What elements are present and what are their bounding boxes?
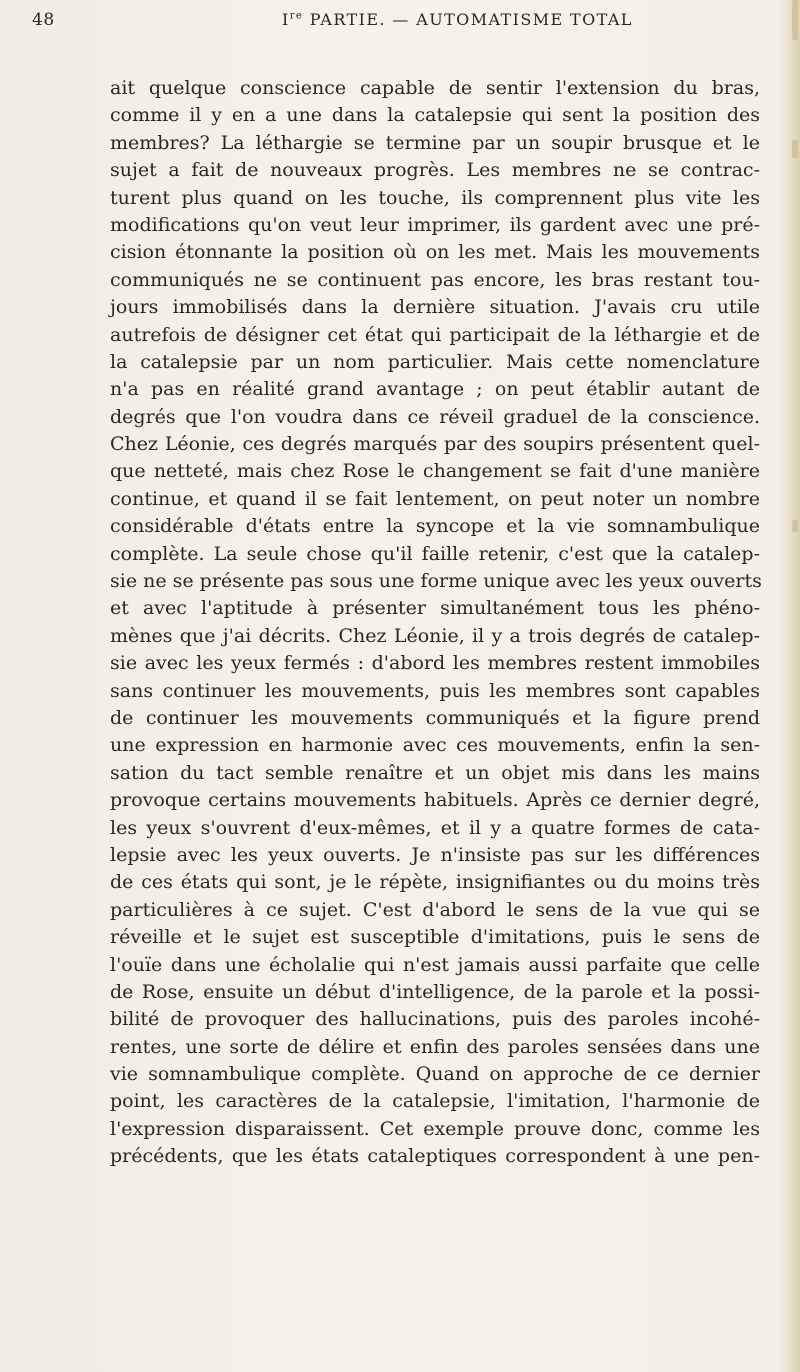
text-line: n'a pas en réalité grand avantage ; on peut établir autant de <box>110 378 760 401</box>
text-line: considérable d'états entre la syncope et la vie somnambulique <box>110 515 760 538</box>
page-header <box>32 6 752 42</box>
text-line: sans continuer les mouvements, puis les membres sont capables <box>110 679 760 702</box>
text-line: membres? La léthargie se termine par un soupir brusque et le <box>110 131 760 154</box>
text-line: l'expression disparaissent. Cet exemple prouve donc, comme les <box>110 1117 760 1140</box>
text-line: lepsie avec les yeux ouverts. Je n'insiste pas sur les différences <box>110 843 760 866</box>
page-number: 48 <box>32 10 55 30</box>
text-line: modifications qu'on veut leur imprimer, ils gardent avec une pré- <box>110 213 760 236</box>
text-line: turent plus quand on les touche, ils comprennent plus vite les <box>110 186 760 209</box>
text-line: une expression en harmonie avec ces mouvements, enfin la sen- <box>110 734 760 757</box>
text-line: la catalepsie par un nom particulier. Mais cette nomenclature <box>110 350 760 373</box>
text-line: point, les caractères de la catalepsie, l'imitation, l'harmonie de <box>110 1090 760 1113</box>
text-line: l'ouïe dans une écholalie qui n'est jamais aussi parfaite que celle <box>110 953 760 976</box>
text-line: bilité de provoquer des hallucinations, puis des paroles incohé- <box>110 1008 760 1031</box>
text-line: comme il y en a une dans la catalepsie qui sent la position des <box>110 104 760 127</box>
text-line: de continuer les mouvements communiqués et la figure prend <box>110 706 760 729</box>
text-line: Chez Léonie, ces degrés marqués par des soupirs présentent quel- <box>110 433 760 456</box>
running-head-superscript: re <box>289 10 304 22</box>
body-text <box>110 75 760 1171</box>
text-line: réveille et le sujet est susceptible d'imitations, puis le sens de <box>110 926 760 949</box>
text-line: autrefois de désigner cet état qui participait de la léthargie et de <box>110 323 760 346</box>
page-edge-shadow <box>778 0 800 1372</box>
page-edge-mark <box>792 0 798 40</box>
text-line: jours immobilisés dans la dernière situation. J'avais cru utile <box>110 296 760 319</box>
text-line: provoque certains mouvements habituels. Après ce dernier degré, <box>110 789 760 812</box>
text-line: que netteté, mais chez Rose le changement se fait d'une manière <box>110 460 760 483</box>
text-line: sie avec les yeux fermés : d'abord les membres restent immobiles <box>110 652 760 675</box>
text-line: de Rose, ensuite un début d'intelligence, de la parole et la possi- <box>110 980 760 1003</box>
text-line: vie somnambulique complète. Quand on approche de ce dernier <box>110 1063 760 1086</box>
running-head-prefix: I <box>282 10 290 29</box>
text-line: communiqués ne se continuent pas encore, les bras restant tou- <box>110 268 760 291</box>
text-line: complète. La seule chose qu'il faille retenir, c'est que la catalep- <box>110 542 760 565</box>
text-line: mènes que j'ai décrits. Chez Léonie, il y a trois degrés de catalep- <box>110 624 760 647</box>
running-head-title: PARTIE. — AUTOMATISME TOTAL <box>303 10 633 29</box>
text-line: et avec l'aptitude à présenter simultanément tous les phéno- <box>110 597 760 620</box>
text-line: sie ne se présente pas sous une forme unique avec les yeux ouverts <box>110 570 762 593</box>
running-head <box>282 10 633 29</box>
text-line: degrés que l'on voudra dans ce réveil graduel de la conscience. <box>110 405 760 428</box>
text-line: particulières à ce sujet. C'est d'abord le sens de la vue qui se <box>110 898 760 921</box>
page-edge-mark <box>792 140 798 158</box>
text-line: ait quelque conscience capable de sentir l'extension du bras, <box>110 77 760 99</box>
text-line: les yeux s'ouvrent d'eux-mêmes, et il y a quatre formes de cata- <box>110 816 760 839</box>
text-line: sujet a fait de nouveaux progrès. Les membres ne se contrac- <box>110 159 760 182</box>
text-line: sation du tact semble renaître et un objet mis dans les mains <box>110 761 760 784</box>
text-line: cision étonnante la position où on les met. Mais les mouvements <box>110 241 760 264</box>
text-line: continue, et quand il se fait lentement, on peut noter un nombre <box>110 487 760 510</box>
page-edge-mark <box>792 520 798 532</box>
text-line: précédents, que les états cataleptiques correspondent à une pen- <box>110 1145 760 1168</box>
text-line: rentes, une sorte de délire et enfin des paroles sensées dans une <box>110 1035 760 1058</box>
text-line: de ces états qui sont, je le répète, insignifiantes ou du moins très <box>110 871 760 894</box>
